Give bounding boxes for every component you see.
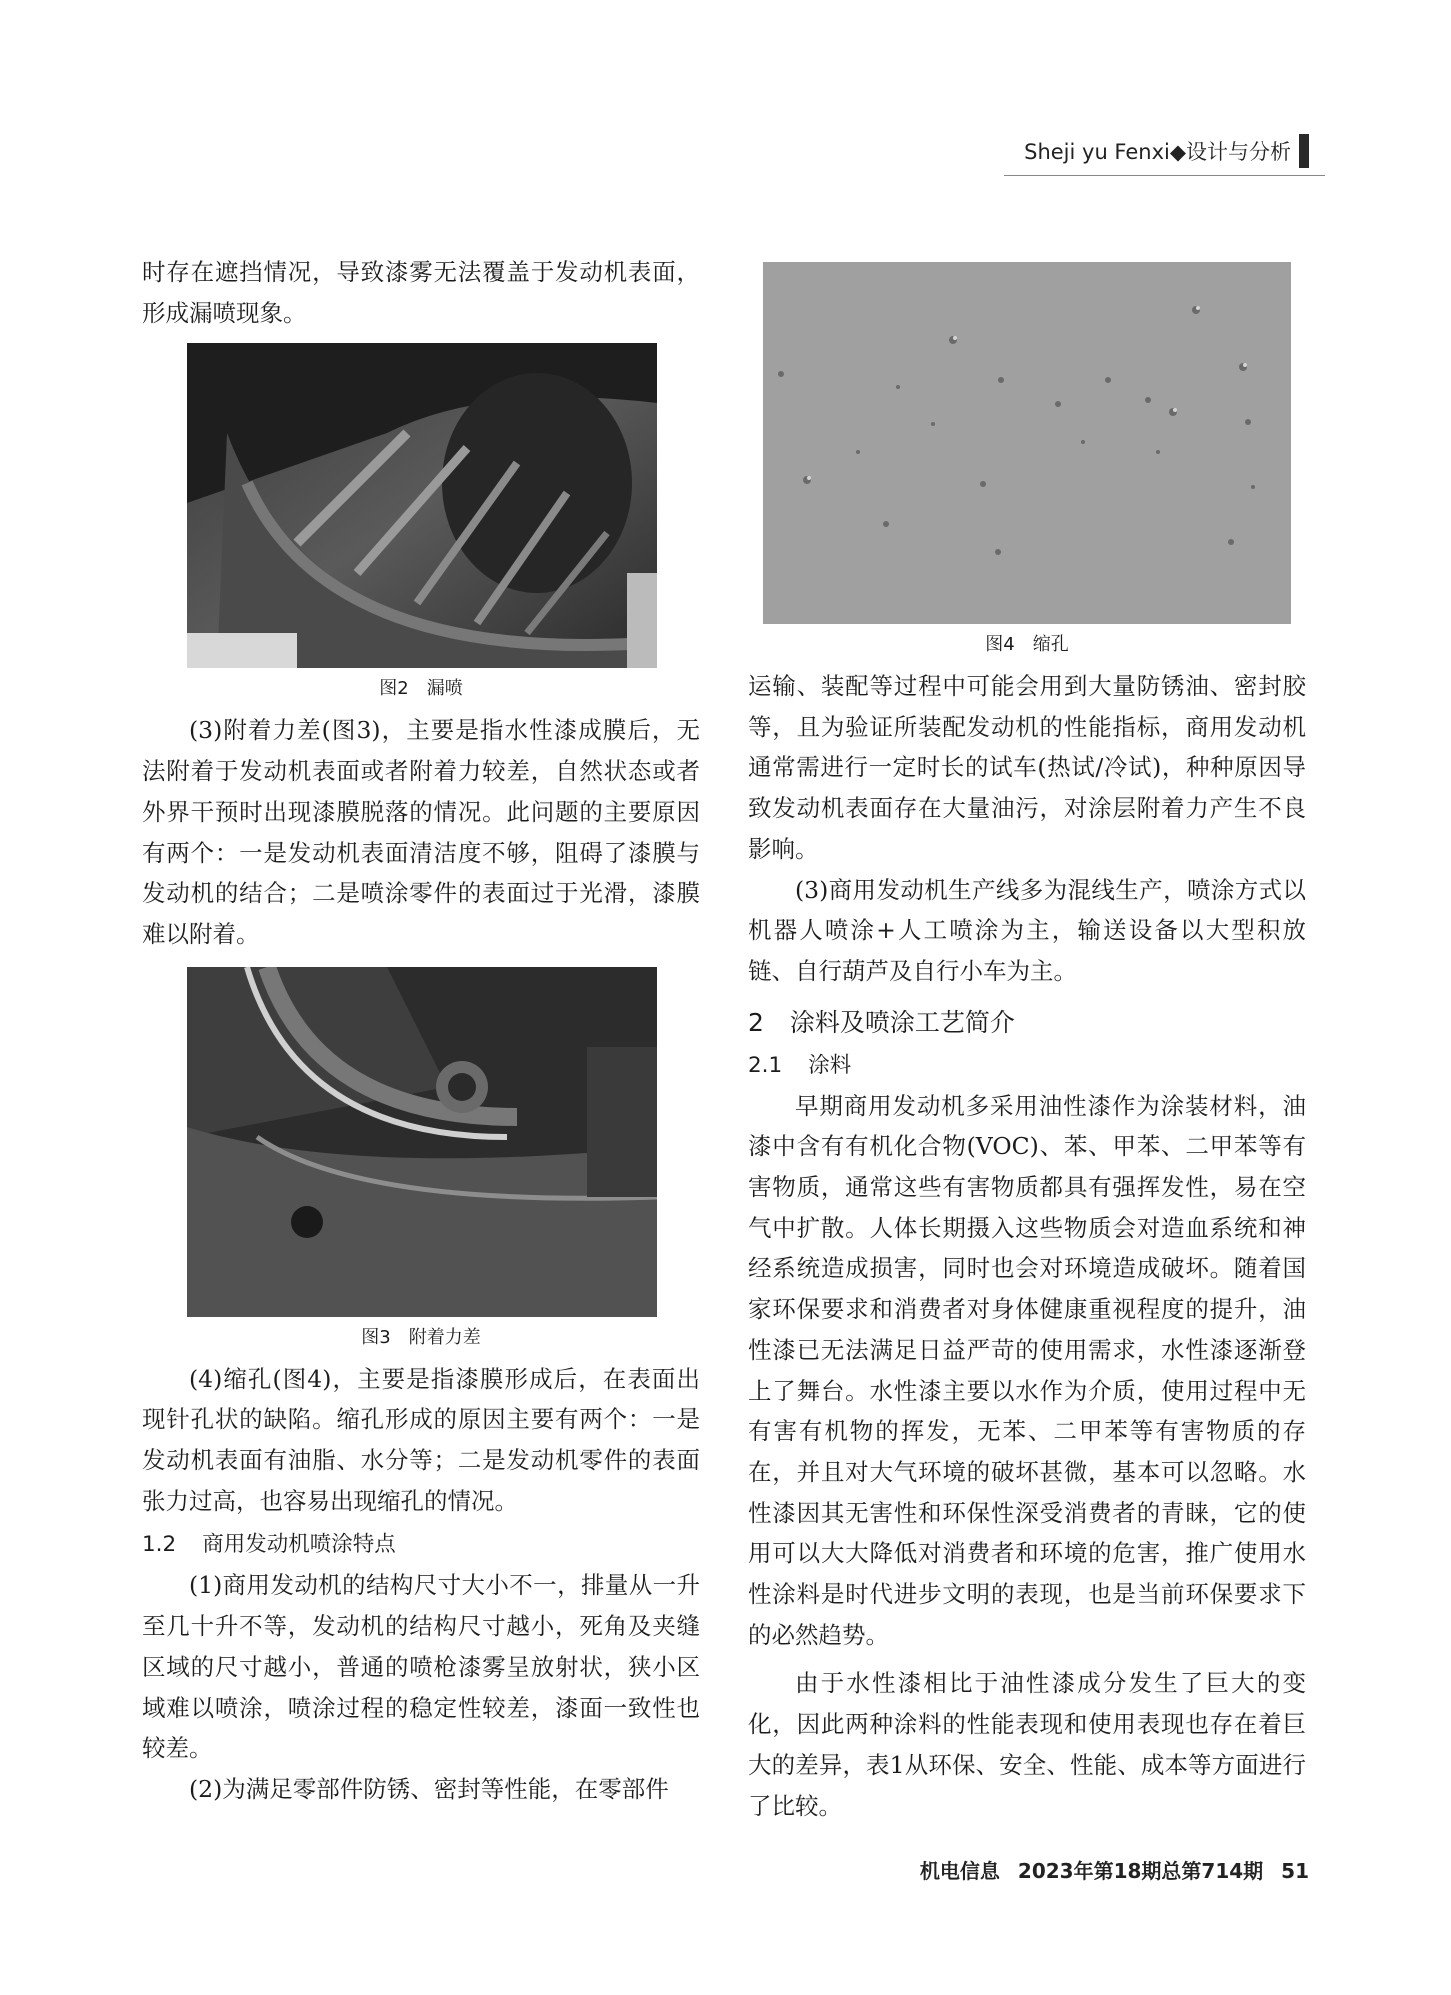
figure-4-title: 缩孔: [1032, 634, 1069, 655]
footer-issue: 2023年第18期总第714期: [1017, 1859, 1264, 1883]
left-paragraph-3: (4)缩孔(图4)，主要是指漆膜形成后，在表面出现针孔状的缺陷。缩孔形成的原因主要有两个：一是发动机表面有油脂、水分等；二是发动机零件的表面张力过高，也容易出现缩孔的情况。: [142, 1364, 700, 1515]
section-2-1-heading: [748, 1050, 1306, 1082]
right-column: [748, 262, 1306, 1826]
figure-2-title: 漏喷: [426, 678, 463, 700]
figure-3: [142, 967, 700, 1351]
figure-4-number: 图4: [985, 634, 1015, 655]
left-paragraph-4: (1)商用发动机的结构尺寸大小不一，排量从一升至几十升不等，发动机的结构尺寸越小，死角及夹缝区域的尺寸越小，普通的喷枪漆雾呈放射状，狭小区域难以喷涂，喷涂过程的稳定性较差，漆面一致性也较差。: [142, 1571, 700, 1763]
header-rule: [1004, 175, 1325, 176]
figure-2-photo: [187, 343, 657, 668]
figure-2: [142, 343, 700, 702]
left-paragraph-2: (3)附着力差(图3)，主要是指水性漆成膜后，无法附着于发动机表面或者附着力较差，自然状态或者外界干预时出现漆膜脱落的情况。此问题的主要原因有两个：一是发动机表面清洁度不够，阻碍了漆膜与发动机的结合；二是喷涂零件的表面过于光滑，漆膜难以附着。: [142, 716, 700, 948]
right-paragraph-2: (3)商用发动机生产线多为混线生产，喷涂方式以机器人喷涂+人工喷涂为主，输送设备以大型积放链、自行葫芦及自行小车为主。: [748, 875, 1306, 985]
section-2-heading: [748, 1006, 1306, 1040]
right-paragraph-3: 早期商用发动机多采用油性漆作为涂装材料，油漆中含有有机化合物(VOC)、苯、甲苯、二甲苯等有害物质，通常这些有害物质都具有强挥发性，易在空气中扩散。人体长期摄入这些物质会对造血系统和神经系统造成损害，同时也会对环境造成破坏。随着国家环保要求和消费者对身体健康重视程度的提升，油性漆已无法满足日益严苛的使用需求，水性漆逐渐登上了舞台。水性漆主要以水作为介质，使用过程中无有害有机物的挥发，无苯、二甲苯等有害物质的存在，并且对大气环境的破坏甚微，基本可以忽略。水性漆因其无害性和环保性深受消费者的青睐，它的使用可以大大降低对消费者和环境的危害，推广使用水性涂料是时代进步文明的表现，也是当前环保要求下的必然趋势。: [748, 1091, 1306, 1649]
figure-2-caption: [142, 676, 700, 702]
running-header: [1024, 134, 1309, 168]
section-1-2-heading: [142, 1529, 700, 1561]
footer-journal: 机电信息: [919, 1859, 1000, 1883]
right-paragraph-1: 运输、装配等过程中可能会用到大量防锈油、密封胶等，且为验证所装配发动机的性能指标，商用发动机通常需进行一定时长的试车(热试/冷试)，种种原因导致发动机表面存在大量油污，对涂层附着力产生不良影响。: [748, 672, 1306, 863]
section-2-number: 2: [748, 1007, 764, 1037]
header-bar: [1299, 134, 1309, 168]
figure-3-number: 图3: [361, 1326, 391, 1348]
right-paragraph-4: 由于水性漆相比于油性漆成分发生了巨大的变化，因此两种涂料的性能表现和使用表现也存在着巨大的差异，表1从环保、安全、性能、成本等方面进行了比较。: [748, 1669, 1306, 1820]
figure-2-number: 图2: [379, 678, 409, 700]
figure-3-photo: [187, 967, 657, 1317]
left-paragraph-5: (2)为满足零部件防锈、密封等性能，在零部件: [189, 1774, 669, 1803]
engine-adhesion-image: [187, 967, 657, 1317]
section-2-1-title: 涂料: [808, 1052, 852, 1078]
section-2-title: 涂料及喷涂工艺简介: [789, 1007, 1015, 1037]
figure-4-photo: [763, 262, 1291, 624]
paint-pinhole-image: [763, 262, 1291, 624]
running-title: Sheji yu Fenxi◆设计与分析: [1024, 140, 1291, 164]
page-footer: [920, 1855, 1309, 1884]
figure-4: [748, 262, 1306, 658]
left-paragraph-1: 时存在遮挡情况，导致漆雾无法覆盖于发动机表面，形成漏喷现象。: [142, 258, 700, 327]
figure-4-caption: [748, 632, 1306, 658]
section-1-2-number: 1.2: [142, 1532, 177, 1558]
section-1-2-title: 商用发动机喷涂特点: [202, 1532, 396, 1558]
figure-3-caption: [142, 1325, 700, 1351]
engine-missed-spray-image: [187, 343, 657, 668]
page-number: 51: [1281, 1859, 1309, 1883]
left-column: [142, 252, 700, 1810]
figure-3-title: 附着力差: [408, 1326, 481, 1348]
section-2-1-number: 2.1: [748, 1052, 783, 1078]
